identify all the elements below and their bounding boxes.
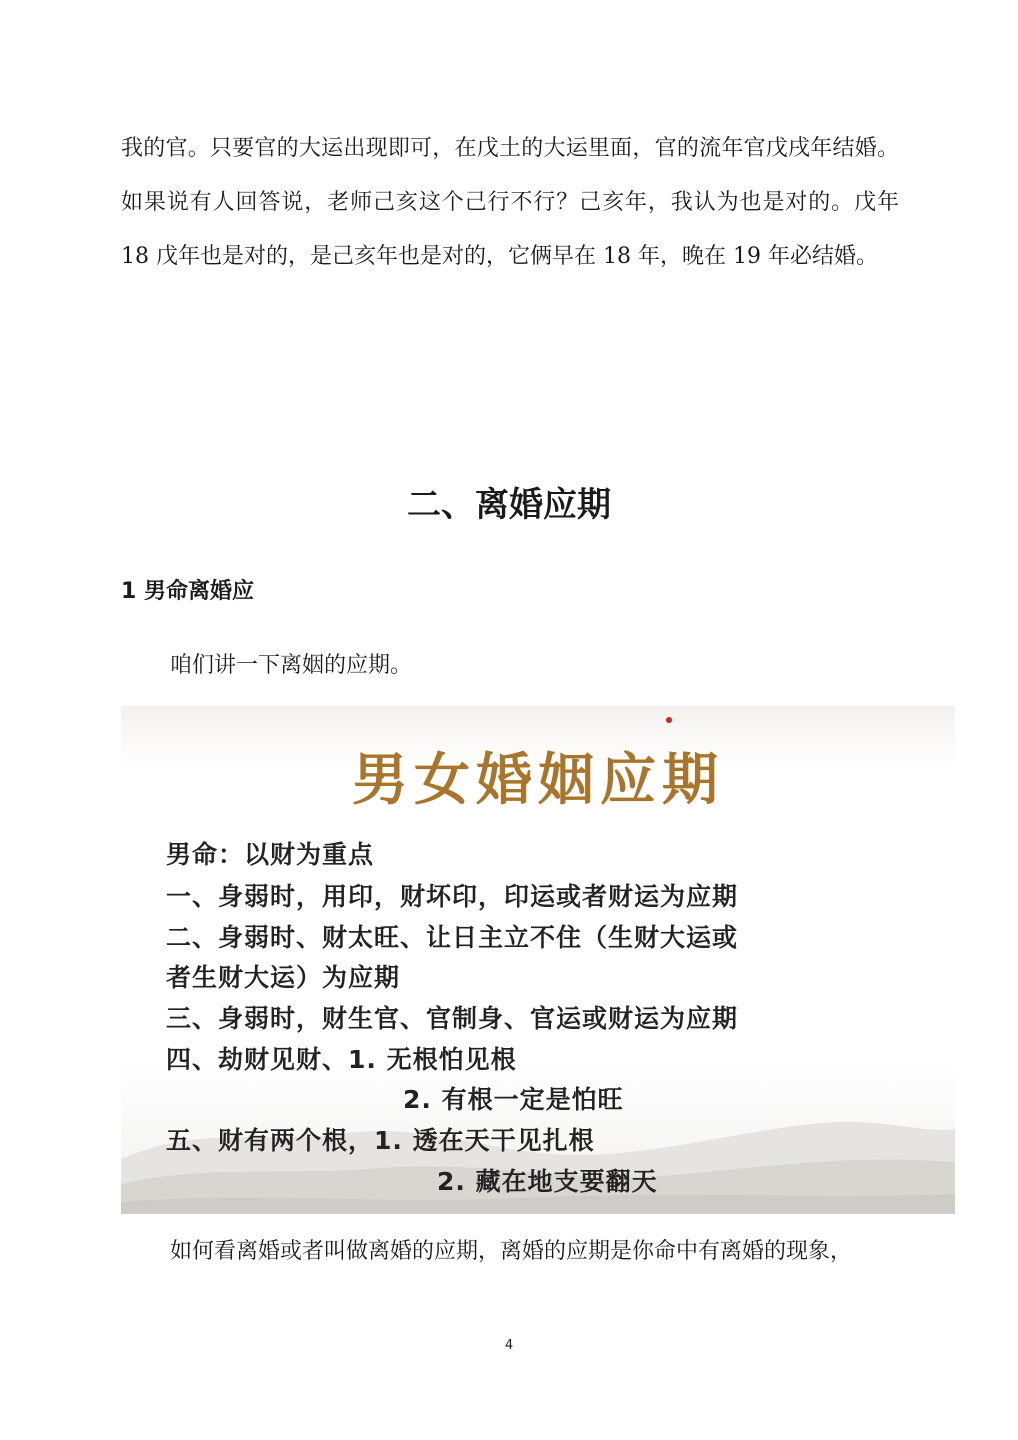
body-paragraph-3: 如何看离婚或者叫做离婚的应期，离婚的应期是你命中有离婚的现象， — [170, 1239, 853, 1264]
body-paragraph-1: 我的官。只要官的大运出现即可，在戊土的大运里面，官的流年官戊戌年结婚。如果说有人回答说，老师己亥这个己行不行？己亥年，我认为也是对的。戊年 18 戊年也是对的，是己亥年也是对的，它俩早在 18 年，晚在 19 年必结婚。 — [121, 136, 899, 269]
slide-line-9: 2. 藏在地支要翻天 — [437, 1167, 658, 1196]
red-dot-mark — [666, 717, 672, 723]
slide-image — [121, 706, 955, 1214]
slide-line-6: 四、劫财见财、1. 无根怕见根 — [166, 1045, 517, 1074]
slide-line-3: 二、身弱时、财太旺、让日主立不住（生财大运或 — [166, 923, 739, 952]
body-paragraph-2: 咱们讲一下离姻的应期。 — [170, 653, 413, 678]
slide-line-1: 男命：以财为重点 — [166, 840, 375, 869]
slide-line-2: 一、身弱时，用印，财坏印，印运或者财运为应期 — [166, 882, 739, 911]
page-number: 4 — [504, 1338, 514, 1353]
slide-line-7: 2. 有根一定是怕旺 — [403, 1085, 624, 1114]
section-heading: 二、离婚应期 — [407, 485, 611, 525]
subheading: 1 男命离婚应 — [121, 579, 254, 604]
slide-line-8: 五、财有两个根，1. 透在天干见扎根 — [166, 1126, 595, 1155]
slide-title: 男女婚姻应期 — [352, 747, 724, 813]
slide-line-4: 者生财大运）为应期 — [166, 963, 401, 992]
slide-line-5: 三、身弱时，财生官、官制身、官运或财运为应期 — [166, 1004, 739, 1033]
